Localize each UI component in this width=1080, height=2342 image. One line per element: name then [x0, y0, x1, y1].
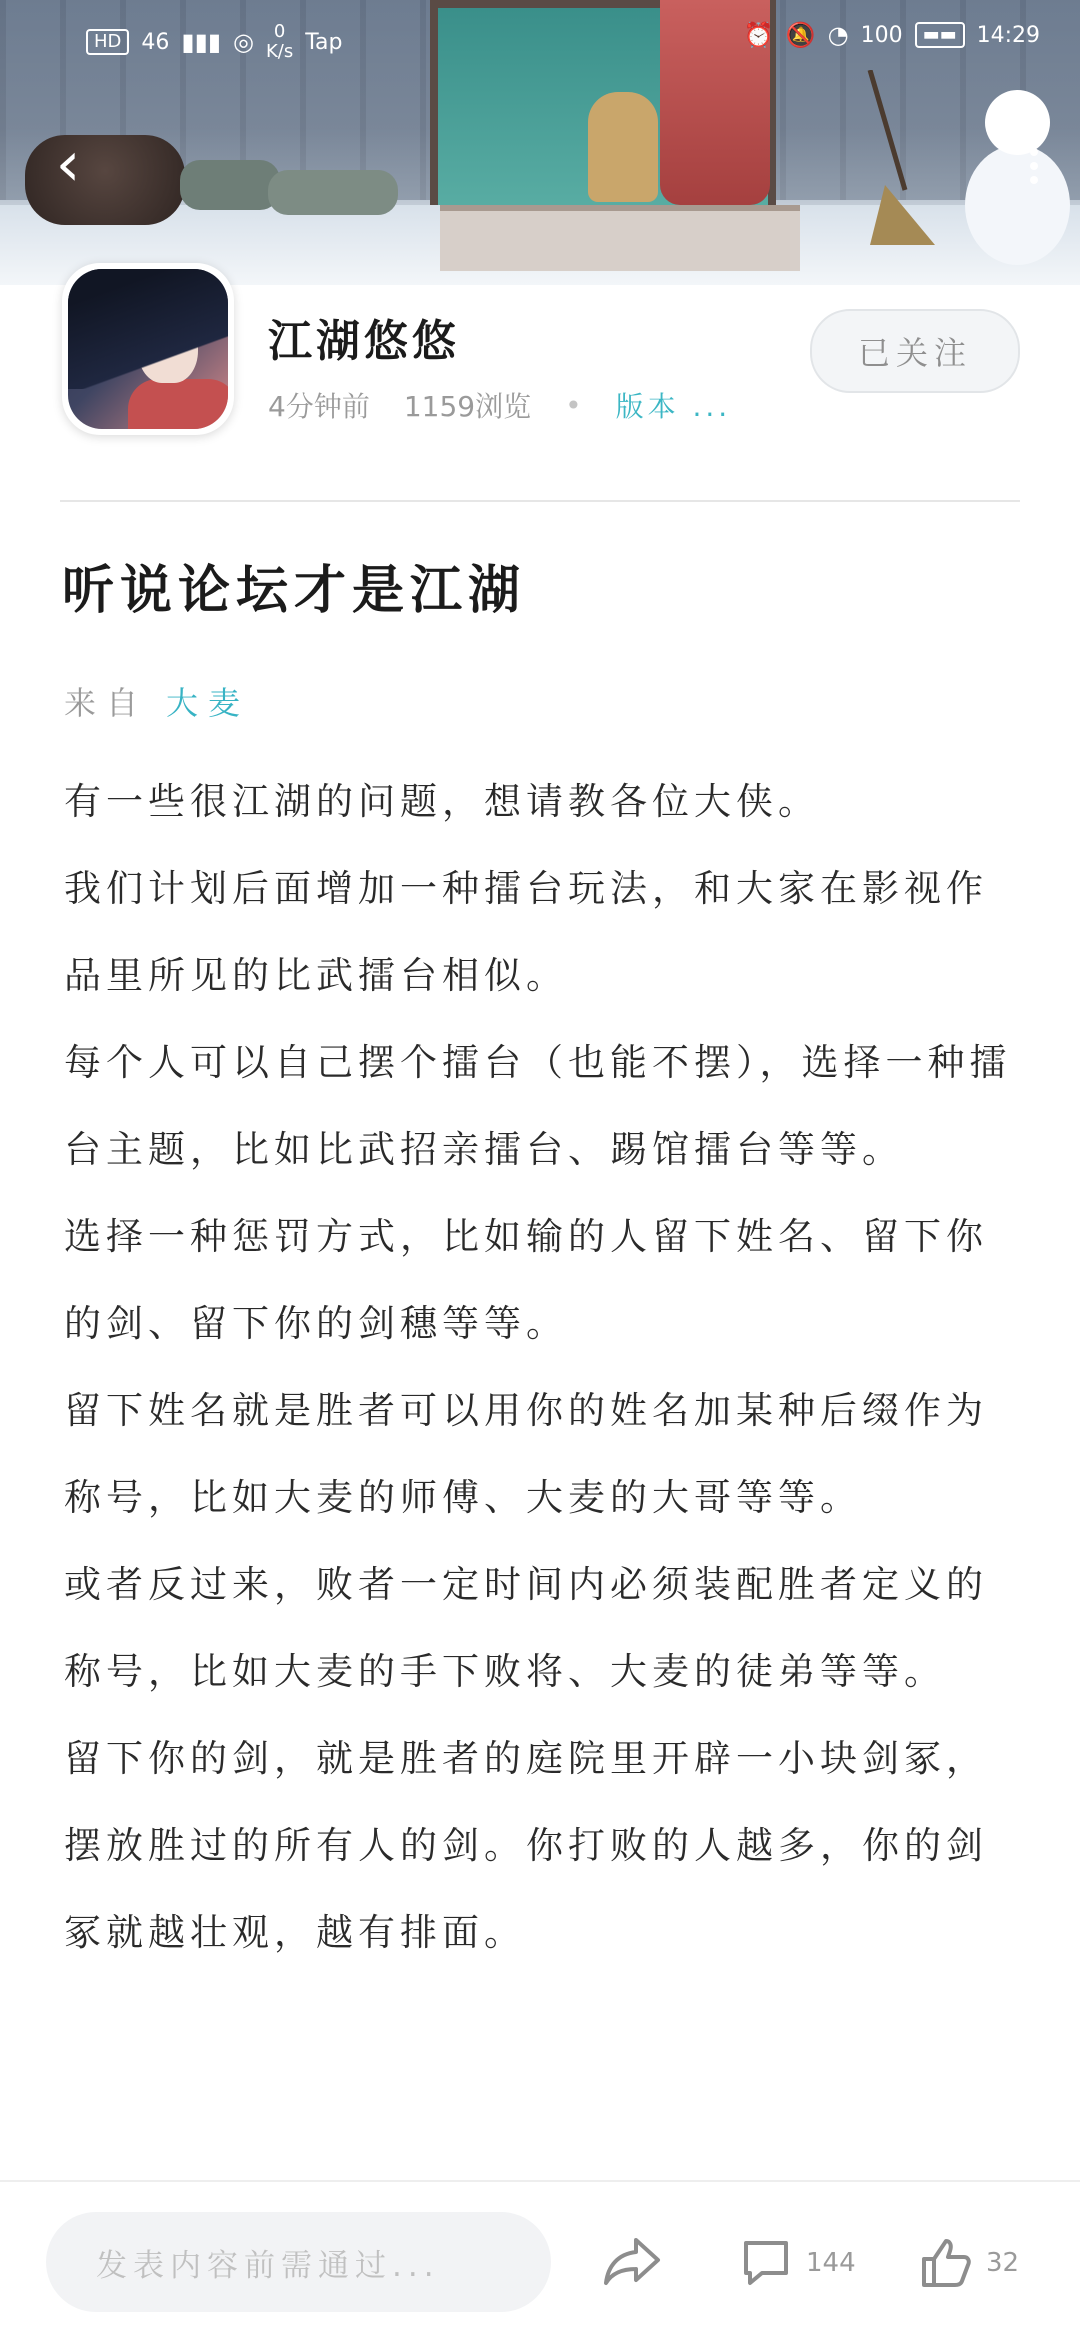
- paragraph: 或者反过来，败者一定时间内必须装配胜者定义的称号，比如大麦的手下败将、大麦的徒弟等等。: [64, 1563, 988, 1693]
- network-label: 46: [141, 29, 170, 55]
- post-source: [64, 678, 250, 724]
- like-count: 32: [986, 2248, 1020, 2278]
- time-ago: 4分钟前: [268, 390, 370, 423]
- user-name[interactable]: 江湖悠悠: [268, 316, 460, 367]
- mute-icon: 🔕: [785, 21, 816, 49]
- banner-basin: [268, 170, 398, 215]
- bottom-action-bar: [0, 2180, 1080, 2342]
- view-count: 1159浏览: [403, 390, 532, 423]
- post-content: [64, 758, 1024, 2168]
- share-icon: [600, 2228, 664, 2292]
- post-title: 听说论坛才是江湖: [62, 561, 527, 621]
- comment-icon: [738, 2235, 794, 2291]
- chevron-left-icon: ‹: [55, 127, 81, 200]
- back-button[interactable]: [40, 127, 96, 200]
- author-link[interactable]: 大麦: [166, 684, 251, 722]
- post-meta: [268, 385, 731, 425]
- banner-basin: [180, 160, 280, 210]
- separator-dot: •: [565, 388, 582, 422]
- wifi-icon: ◎: [233, 28, 254, 56]
- more-options-button[interactable]: [1024, 142, 1044, 202]
- paragraph: 留下你的剑，就是胜者的庭院里开辟一小块剑冢，摆放胜过的所有人的剑。你打败的人越多，你的剑冢就越壮观，越有排面。: [64, 1737, 988, 1954]
- tap-label: Tap: [305, 29, 343, 55]
- banner-broom: [850, 70, 940, 250]
- battery-icon: ▬▬: [915, 22, 965, 48]
- banner-dog: [588, 92, 658, 202]
- banner-snowman: [960, 90, 1070, 270]
- more-dots-icon: [1030, 148, 1038, 156]
- comment-button[interactable]: [738, 2228, 888, 2298]
- comment-count: 144: [806, 2248, 856, 2278]
- post-header: [0, 285, 1080, 500]
- data-saver-icon: ◔: [827, 21, 849, 49]
- header-banner: [0, 0, 1080, 285]
- clock: 14:29: [976, 22, 1040, 48]
- banner-step: [440, 205, 800, 271]
- comment-input[interactable]: 发表内容前需通过...: [46, 2212, 551, 2312]
- share-button[interactable]: [600, 2228, 670, 2298]
- paragraph: 留下姓名就是胜者可以用你的姓名加某种后缀作为称号，比如大麦的师傅、大麦的大哥等等。: [64, 1389, 988, 1519]
- battery-percent: 100: [860, 22, 903, 48]
- hd-icon: HD: [86, 29, 129, 55]
- signal-icon: ▮▮▮: [181, 28, 222, 56]
- source-prefix: 来自: [64, 684, 149, 722]
- avatar[interactable]: [62, 263, 234, 435]
- divider: [60, 500, 1020, 502]
- paragraph: 我们计划后面增加一种擂台玩法，和大家在影视作品里所见的比武擂台相似。: [64, 867, 988, 997]
- paragraph: 选择一种惩罚方式，比如输的人留下姓名、留下你的剑、留下你的剑穗等等。: [64, 1215, 988, 1345]
- follow-button[interactable]: 已关注: [810, 309, 1020, 393]
- like-button[interactable]: [918, 2228, 1058, 2298]
- thumbs-up-icon: [918, 2235, 974, 2291]
- version-link[interactable]: 版本 ...: [615, 390, 732, 423]
- status-bar: [0, 0, 1080, 80]
- speed-readout: 0 K/s: [265, 21, 294, 62]
- paragraph: 每个人可以自己摆个擂台（也能不摆），选择一种擂台主题，比如比武招亲擂台、踢馆擂台等等。: [64, 1041, 1012, 1171]
- alarm-icon: ⏰: [743, 21, 774, 49]
- paragraph: 有一些很江湖的问题，想请教各位大侠。: [64, 780, 820, 823]
